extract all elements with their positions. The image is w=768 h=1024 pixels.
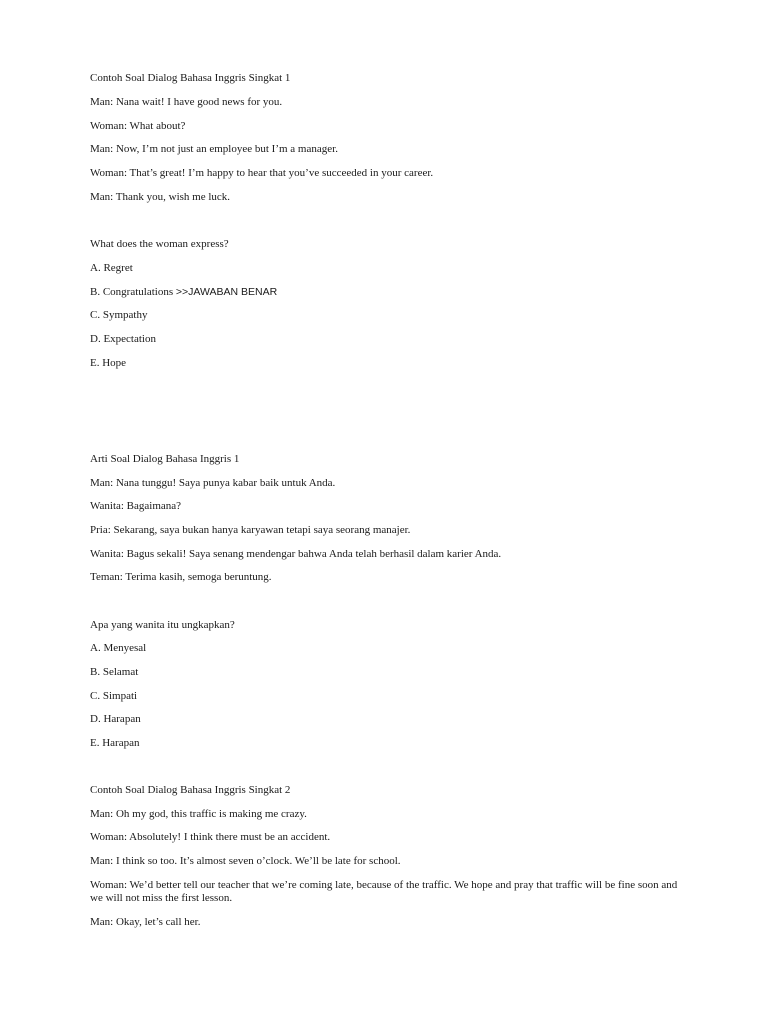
dialog-line: Teman: Terima kasih, semoga beruntung. xyxy=(90,571,272,583)
dialog-line: Man: I think so too. It’s almost seven o’clock. We’ll be late for school. xyxy=(90,855,401,867)
dialog-line: Man: Thank you, wish me luck. xyxy=(90,191,231,203)
option-c: C. Sympathy xyxy=(90,309,148,321)
dialog-line: Woman: What about? xyxy=(90,120,186,132)
answer-marker: >>JAWABAN BENAR xyxy=(175,286,278,298)
dialog-line: Wanita: Bagus sekali! Saya senang mendengar bahwa Anda telah berhasil dalam karier Anda. xyxy=(90,548,502,560)
option-e: E. Harapan xyxy=(90,737,140,749)
dialog-line: Man: Oh my god, this traffic is making me crazy. xyxy=(90,808,307,820)
option-d: D. Expectation xyxy=(90,333,156,345)
option-b-text: B. Congratulations xyxy=(90,286,174,298)
section2-title: Arti Soal Dialog Bahasa Inggris 1 xyxy=(90,453,240,465)
dialog-line: Wanita: Bagaimana? xyxy=(90,500,182,512)
dialog-line: Man: Now, I’m not just an employee but I’m a manager. xyxy=(90,143,338,155)
question: Apa yang wanita itu ungkapkan? xyxy=(90,619,235,631)
section3-title: Contoh Soal Dialog Bahasa Inggris Singkat 2 xyxy=(90,784,291,796)
option-d: D. Harapan xyxy=(90,713,141,725)
dialog-line: Man: Nana wait! I have good news for you. xyxy=(90,96,283,108)
option-c: C. Simpati xyxy=(90,690,138,702)
option-e: E. Hope xyxy=(90,357,127,369)
dialog-line: Pria: Sekarang, saya bukan hanya karyawan tetapi saya seorang manajer. xyxy=(90,524,411,536)
option-a: A. Menyesal xyxy=(90,642,147,654)
dialog-line: Woman: That’s great! I’m happy to hear that you’ve succeeded in your career. xyxy=(90,167,434,179)
section1-title: Contoh Soal Dialog Bahasa Inggris Singkat 1 xyxy=(90,72,291,84)
dialog-line: Man: Okay, let’s call her. xyxy=(90,916,201,928)
option-b: B. Selamat xyxy=(90,666,139,678)
option-a: A. Regret xyxy=(90,262,133,274)
option-b xyxy=(90,286,277,299)
question: What does the woman express? xyxy=(90,238,229,250)
dialog-line: Man: Nana tunggu! Saya punya kabar baik untuk Anda. xyxy=(90,477,336,489)
dialog-line: Woman: Absolutely! I think there must be an accident. xyxy=(90,831,331,843)
dialog-line: Woman: We’d better tell our teacher that we’re coming late, because of the traffic. We hope and pray that traffic will be fine soon and we will not miss the first lesson. xyxy=(90,879,678,904)
